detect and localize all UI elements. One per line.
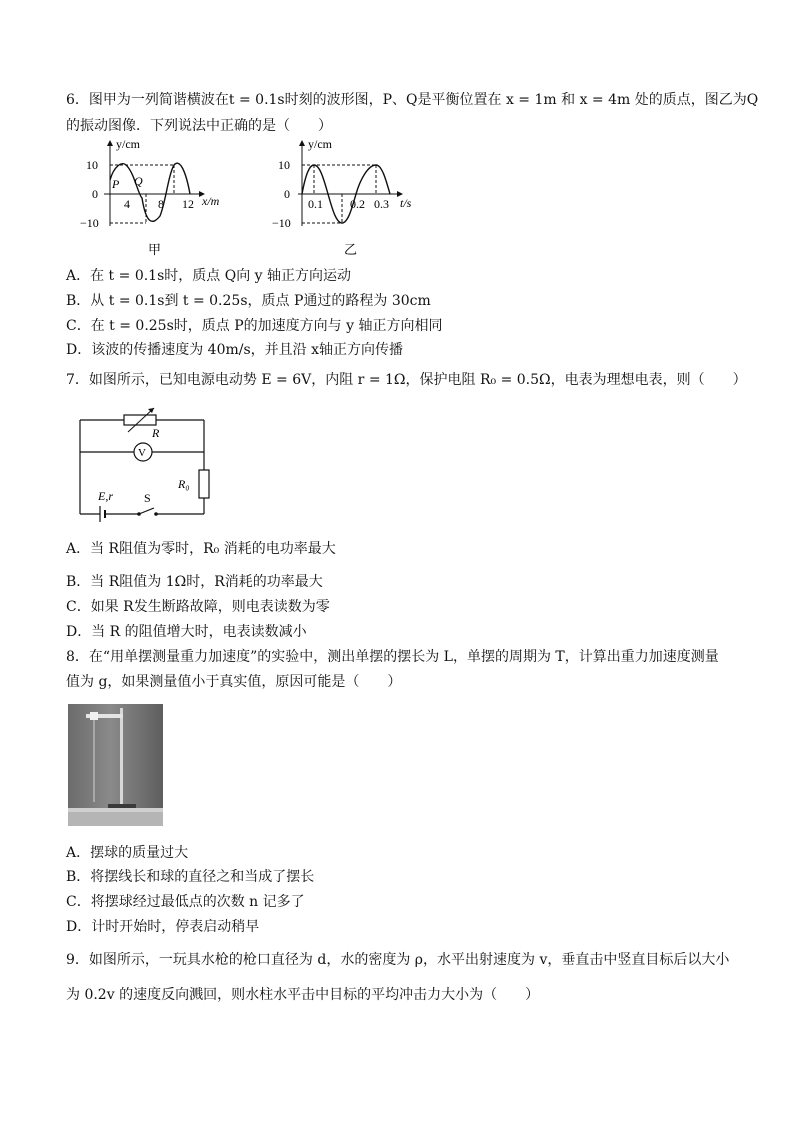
point-q-label: Q	[134, 174, 143, 188]
rheostat-icon	[124, 415, 156, 425]
resistor-r0-label: R₀	[178, 477, 190, 491]
figure-caption-yi: 乙	[344, 242, 358, 257]
switch-icon	[139, 508, 154, 514]
q7-option-c: C．如果 R发生断路故障，则电表读数为零	[66, 599, 330, 615]
tick-label: 0.1	[308, 197, 323, 211]
circuit-diagram	[72, 402, 222, 526]
rheostat-label: R	[152, 426, 160, 440]
y-axis-label: y/cm	[116, 137, 140, 151]
tick-label: 10	[278, 158, 290, 172]
tick-label: 10	[86, 158, 98, 172]
q7-option-b: B．当 R阻值为 1Ω时，R消耗的功率最大	[66, 574, 323, 590]
tick-label: 12	[182, 197, 194, 211]
q6-stem-line-2: 的振动图像．下列说法中正确的是（ ）	[66, 118, 332, 134]
t-axis-label: t/s	[400, 196, 412, 210]
tick-label: 0.2	[350, 197, 365, 211]
q8-stem-line-1: 8．在“用单摆测量重力加速度”的实验中，测出单摆的摆长为 L，单摆的周期为 T，计算出重力加速度测量	[66, 649, 719, 665]
q6-option-b: B．从 t = 0.1s到 t = 0.25s，质点 P通过的路程为 30cm	[66, 293, 431, 309]
q6-option-c: C．在 t = 0.25s时，质点 P的加速度方向与 y 轴正方向相同	[66, 318, 443, 334]
q8-option-a: A．摆球的质量过大	[66, 845, 189, 861]
switch-label: S	[144, 491, 151, 505]
q7-option-d: D．当 R 的阻值增大时，电表读数减小	[66, 624, 307, 640]
figure-caption-jia: 甲	[148, 242, 162, 257]
vibration-figure-yi	[270, 136, 430, 260]
q8-stem-line-2: 值为 g，如果测量值小于真实值，原因可能是（ ）	[66, 674, 402, 690]
q6-option-a: A．在 t = 0.1s时，质点 Q向 y 轴正方向运动	[66, 268, 352, 284]
q6-option-d: D．该波的传播速度为 40m/s，并且沿 x轴正方向传播	[66, 342, 404, 358]
resistor-r0-icon	[199, 470, 209, 498]
q6-stem-line-1: 6．图甲为一列简谐横波在t = 0.1s时刻的波形图，P、Q是平衡位置在 x = 1m 和 x = 4m 处的质点，图乙为Q	[66, 92, 759, 108]
tick-label: 8	[158, 197, 164, 211]
q8-option-d: D．计时开始时，停表启动稍早	[66, 919, 260, 935]
pendulum-apparatus-icon	[68, 704, 163, 826]
y-axis-label: y/cm	[308, 137, 332, 151]
q9-stem-line-2: 为 0.2v 的速度反向溅回，则水柱水平击中目标的平均冲击力大小为（ ）	[66, 987, 540, 1003]
point-p-label: P	[112, 177, 120, 191]
wave-curve	[110, 163, 190, 221]
tick-label: 4	[124, 197, 130, 211]
voltmeter-label: V	[138, 447, 146, 459]
q8-option-c: C．将摆球经过最低点的次数 n 记多了	[66, 894, 305, 910]
q9-stem-line-1: 9．如图所示，一玩具水枪的枪口直径为 d，水的密度为 ρ，水平出射速度为 v，垂直击中竖直目标后以大小	[66, 952, 730, 968]
tick-label: −10	[272, 216, 291, 230]
wave-figure-jia	[72, 136, 242, 260]
q8-option-b: B．将摆线长和球的直径之和当成了摆长	[66, 869, 315, 885]
tick-label: 0.3	[374, 197, 389, 211]
tick-label: 0	[92, 187, 98, 201]
tick-label: 0	[284, 187, 290, 201]
source-label: E,r	[98, 489, 113, 503]
x-axis-label: x/m	[202, 194, 220, 208]
tick-label: −10	[80, 216, 99, 230]
q7-option-a: A．当 R阻值为零时，R₀ 消耗的电功率最大	[66, 541, 336, 557]
q7-stem: 7．如图所示，已知电源电动势 E = 6V，内阻 r = 1Ω，保护电阻 R₀ = 0.5Ω，电表为理想电表，则（ ）	[66, 372, 747, 388]
pendulum-photo	[68, 704, 163, 826]
